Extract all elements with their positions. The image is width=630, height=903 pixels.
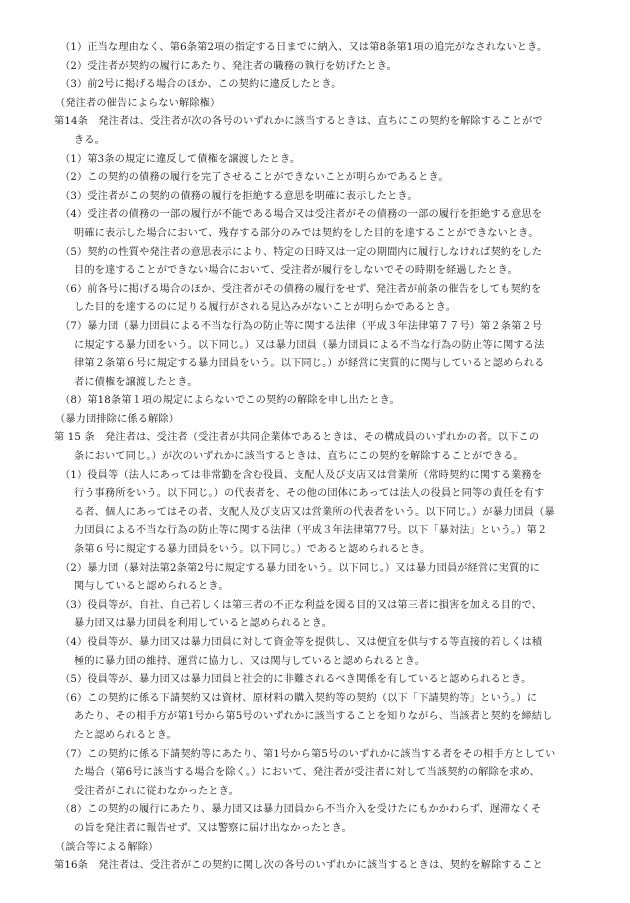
clause-item-line: （6）この契約に係る下請契約又は資材、原材料の購入契約等の契約（以下「下請契約等」という。）に bbox=[60, 692, 538, 704]
continuation-line: に規定する暴力団をいう。以下同じ。）又は暴力団員（暴力団員による不当な行為の防止等に関する法 bbox=[74, 339, 545, 351]
section-caption: （発注者の催告によらない解除権） bbox=[55, 97, 221, 109]
continuation-line: 者に債権を譲渡したとき。 bbox=[74, 376, 198, 388]
section-caption: （暴力団排除に係る解除） bbox=[55, 413, 180, 425]
continuation-line: 暴力団又は暴力団員を利用していると認められるとき。 bbox=[74, 618, 333, 630]
continuation-line: あたり、その相手方が第1号から第5号のいずれかに該当することを知りながら、当該者と契約を締結し bbox=[74, 711, 553, 723]
clause-item-line: （2）暴力団（暴対法第2条第2号に規定する暴力団をいう。以下同じ。）又は暴力団員が経営に実質的に bbox=[60, 562, 540, 574]
continuation-line: た場合（第6号に該当する場合を除く。）において、発注者が受注者に対して当該契約の解除を求め、 bbox=[74, 767, 540, 779]
clause-item-line: （2）この契約の債務の履行を完了させることができないことが明らかであるとき。 bbox=[60, 172, 449, 184]
continuation-line: 関与していると認められるとき。 bbox=[74, 581, 229, 593]
continuation-line: 極的に暴力団の維持、運営に協力し、又は関与していると認められるとき。 bbox=[74, 655, 426, 667]
article-heading-line: 第16条 発注者は、受注者がこの契約に関し次の各号のいずれかに該当するときは、契約を解除すること bbox=[54, 860, 543, 872]
continuation-line: きる。 bbox=[74, 134, 106, 146]
clause-item-line: （1）第3条の規定に違反して債権を譲渡したとき。 bbox=[60, 153, 301, 165]
continuation-line: 律第２条第６号に規定する暴力団員をいう。以下同じ。）が経営に実質的に関与していると認められる bbox=[74, 358, 545, 370]
article-heading-line: 第14条 発注者は、受注者が次の各号のいずれかに該当するときは、直ちにこの契約を解除することがで bbox=[54, 116, 543, 128]
continuation-line: る者、個人にあってはその者、支配人及び支店又は営業所の代表者をいう。以下同じ。）が暴力団員（暴 bbox=[74, 506, 555, 518]
clause-item-line: （4）役員等が、暴力団又は暴力団員に対して資金等を提供し、又は便宜を供与する等直接的若しくは積 bbox=[60, 637, 543, 648]
clause-item-line: （7）この契約に係る下請契約等にあたり、第1号から第5号のいずれかに該当する者をその相手方としてい bbox=[60, 748, 556, 760]
continuation-line: 明確に表示した場合において、残存する部分のみでは契約をした目的を達することができないとき。 bbox=[74, 227, 539, 239]
continuation-line: 受注者がこれに従わなかったとき。 bbox=[74, 785, 239, 797]
clause-item-line: （6）前各号に掲げる場合のほか、受注者がその債務の履行をせず、発注者が前条の催告をしても契約を bbox=[60, 283, 542, 295]
continuation-line: の旨を発注者に報告せず、又は警察に届け出なかったとき。 bbox=[74, 822, 352, 834]
clause-item-line: （7）暴力団（暴力団員による不当な行為の防止等に関する法律（平成３年法律第７７号）第２条第２号 bbox=[60, 320, 543, 332]
section-caption: （談合等による解除） bbox=[55, 841, 159, 853]
clause-item-line: （3）前2号に掲げる場合のほか、この契約に違反したとき。 bbox=[60, 79, 342, 91]
clause-item-line: （3）受注者がこの契約の債務の履行を拒絶する意思を明確に表示したとき。 bbox=[60, 190, 418, 202]
clause-item-line: （8）第18条第１項の規定によらないでこの契約の解除を申し出たとき。 bbox=[60, 395, 400, 407]
contract-text bbox=[54, 39, 590, 876]
continuation-line: 力団員による不当な行為の防止等に関する法律（平成３年法律第77号。以下「暴対法」という。）第２ bbox=[74, 525, 548, 537]
clause-item-line: （4）受注者の債務の一部の履行が不能である場合又は受注者がその債務の一部の履行を拒絶する意思を bbox=[60, 209, 543, 221]
continuation-line: 条第６号に規定する暴力団員をいう。以下同じ。）であると認められるとき。 bbox=[74, 544, 431, 556]
article-heading-line: 第 15 条 発注者は、受注者（受注者が共同企業体であるときは、その構成員のいずれかの者。以下この bbox=[54, 432, 540, 444]
continuation-line: 目的を達することができない場合において、受注者が履行をしないでその時期を経過したとき。 bbox=[74, 265, 518, 277]
continuation-line: 行う事務所をいう。以下同じ。）の代表者を、その他の団体にあっては法人の役員と同等の責任を有す bbox=[74, 488, 545, 500]
clause-item-line: （3）役員等が、自社、自己若しくは第三者の不正な利益を図る目的又は第三者に損害を加える目的で、 bbox=[60, 599, 542, 611]
continuation-line: した目的を達するのに足りる履行がされる見込みがないことが明らかであるとき。 bbox=[74, 302, 457, 314]
clause-item-line: （1）正当な理由なく、第6条第2項の指定する日までに納入、又は第8条第1項の追完がなされないとき。 bbox=[60, 42, 548, 53]
clause-item-line: （2）受注者が契約の履行にあたり、発注者の職務の執行を妨げたとき。 bbox=[60, 60, 398, 72]
continuation-line: たと認められるとき。 bbox=[74, 729, 177, 741]
clause-item-line: （5）契約の性質や発注者の意思表示により、特定の日時又は一定の期間内に履行しなければ契約をした bbox=[60, 246, 543, 258]
continuation-line: 条において同じ。）が次のいずれかに該当するときは、直ちにこの契約を解除することができる。 bbox=[74, 451, 524, 463]
clause-item-line: （5）役員等が、暴力団又は暴力団員と社会的に非難されるべき関係を有していると認められるとき。 bbox=[60, 674, 532, 686]
clause-item-line: （1）役員等（法人にあっては非常勤を含む役員、支配人及び支店又は営業所（常時契約に関する業務を bbox=[60, 469, 543, 481]
clause-item-line: （8）この契約の履行にあたり、暴力団又は暴力団員から不当介入を受けたにもかかわらず、遅滞なくそ bbox=[60, 804, 542, 816]
